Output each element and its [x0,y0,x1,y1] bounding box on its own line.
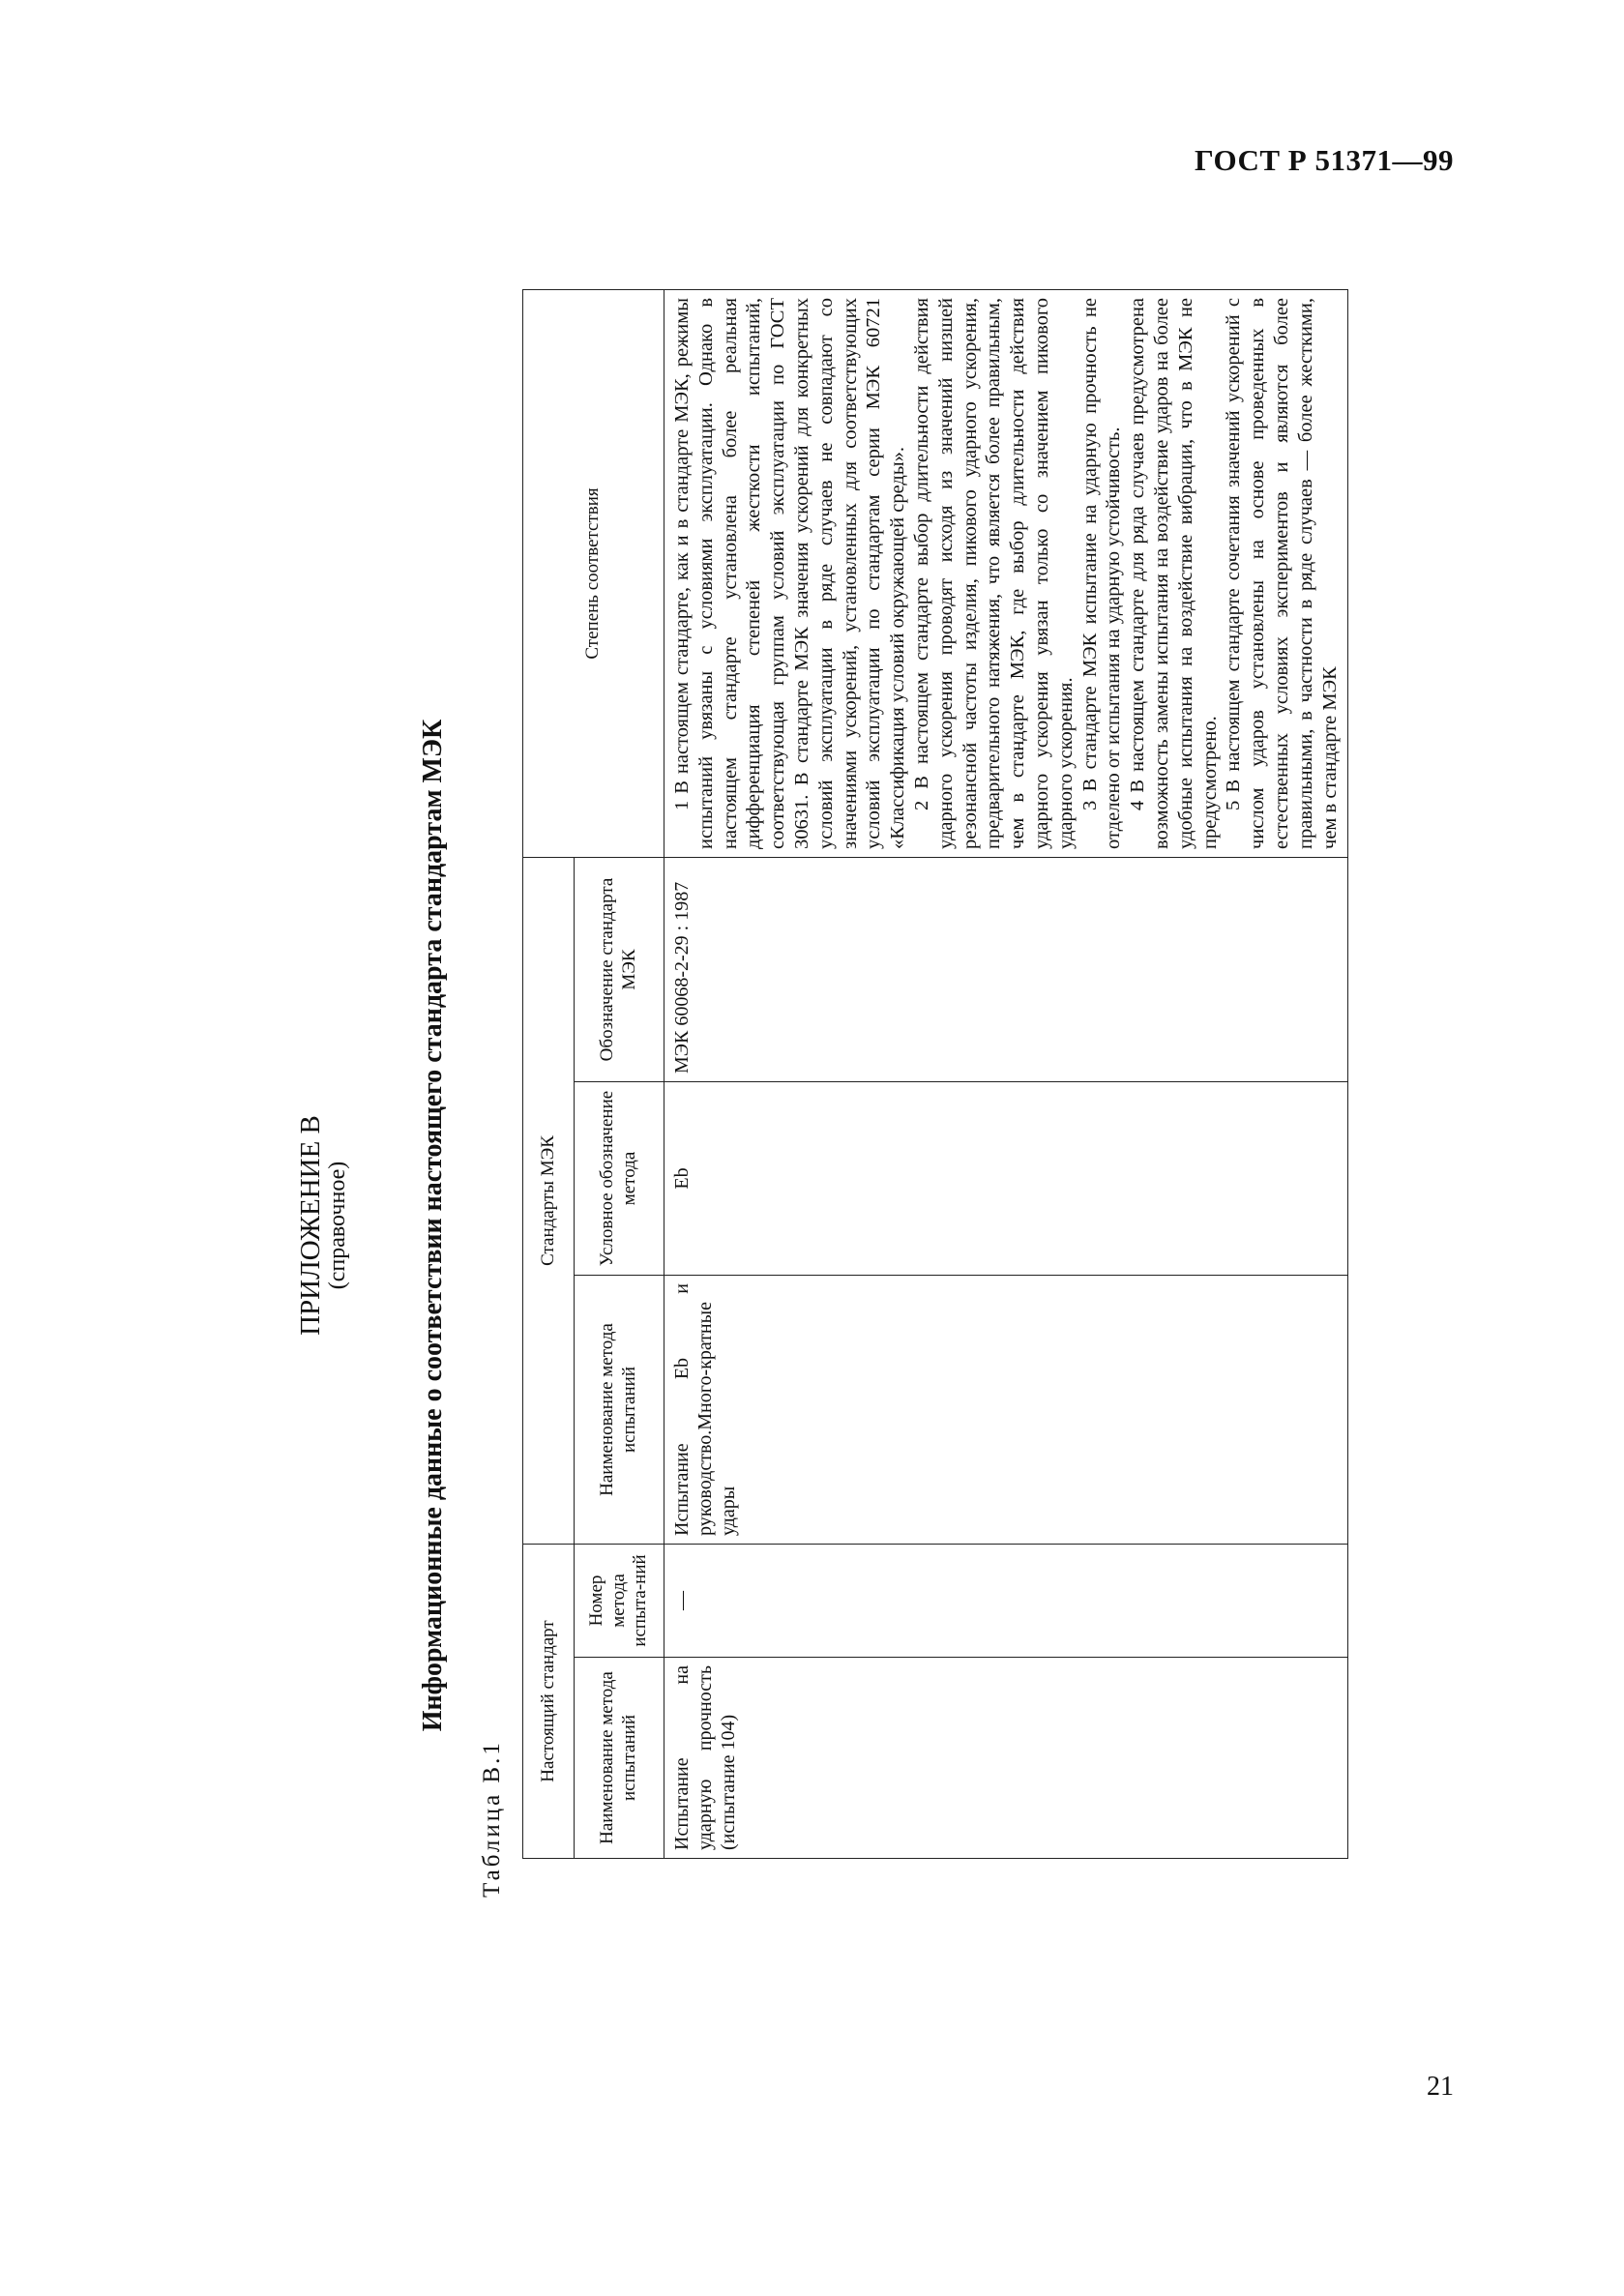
degree-item-5: 5 В настоящем стандарте сочетания значений ускорений с числом ударов установлены на основе проведенных в естественных условиях экспериментов и являются более правильными, в частности в ряде случаев — более жесткими, чем в стандарте МЭК [1223,297,1341,849]
header-method-number: Номер метода испыта-ний [575,1545,664,1658]
correspondence-table [522,289,1348,1859]
header-iec-method-name: Наименование метода испытаний [575,1276,664,1545]
table-label: Таблица В.1 [479,1740,505,1898]
appendix-title: ПРИЛОЖЕНИЕ В [295,1115,326,1336]
cell-iec-code: Eb [664,1082,1348,1276]
page-number: 21 [1427,2072,1454,2102]
header-iec-standards: Стандарты МЭК [523,857,575,1544]
degree-item-2: 2 В настоящем стандарте выбор длительности действия ударного ускорения проводят исходя из значений низшей резонансной частоты изделия, пикового ударного ускорения, предварительного натяжения, что является более правильным, чем в стандарте МЭК, где выбор длительности действия ударного ускорения увязан только со значением пикового ударного ускорения. [910,297,1077,849]
header-degree: Степень соответствия [523,289,664,857]
table-title: Информационные данные о соответствии настоящего стандарта стандартам МЭК [418,719,448,1732]
header-method-name: Наименование метода испытаний [575,1658,664,1859]
cell-method-number: — [664,1545,1348,1658]
degree-item-1: 1 В настоящем стандарте, как и в стандарте МЭК, режимы испытаний увязаны с условиями эксплуатации. Однако в настоящем стандарте установлена более реальная дифференциация степеней жесткости испытаний, соответствующая группам условий эксплуатации по ГОСТ 30631. В стандарте МЭК значения ускорений для конкретных условий эксплуатации в ряде случаев не совпадают со значениями ускорений, установленных для соответствующих условий эксплуатации по стандартам серии МЭК 60721 «Классификация условий окружающей среды». [671,297,909,849]
header-iec-code: Условное обозначение метода [575,1082,664,1276]
appendix-subtitle: (справочное) [325,1161,350,1290]
degree-item-4: 4 В настоящем стандарте для ряда случаев предусмотрена возможность замены испытания на воздействие ударов на более удобные испытания на воздействие вибрации, что в МЭК не предусмотрено. [1127,297,1221,849]
table-row [664,289,1348,1858]
header-this-standard: Настоящий стандарт [523,1545,575,1859]
degree-item-3: 3 В стандарте МЭК испытание на ударную прочность не отделено от испытания на ударную устойчивость. [1078,297,1125,849]
header-iec-designation: Обозначение стандарта МЭК [575,857,664,1081]
cell-iec-method-name: Испытание Eb и руководство.Много-кратные удары [664,1276,1348,1545]
cell-iec-designation: МЭК 60068-2-29 : 1987 [664,857,1348,1081]
landscape-content [290,284,1470,1919]
document-code: ГОСТ Р 51371—99 [1195,143,1454,177]
cell-method-name: Испытание на ударную прочность (испытание 104) [664,1658,1348,1859]
table-header-row-groups [523,289,575,1858]
cell-degree [664,289,1348,857]
